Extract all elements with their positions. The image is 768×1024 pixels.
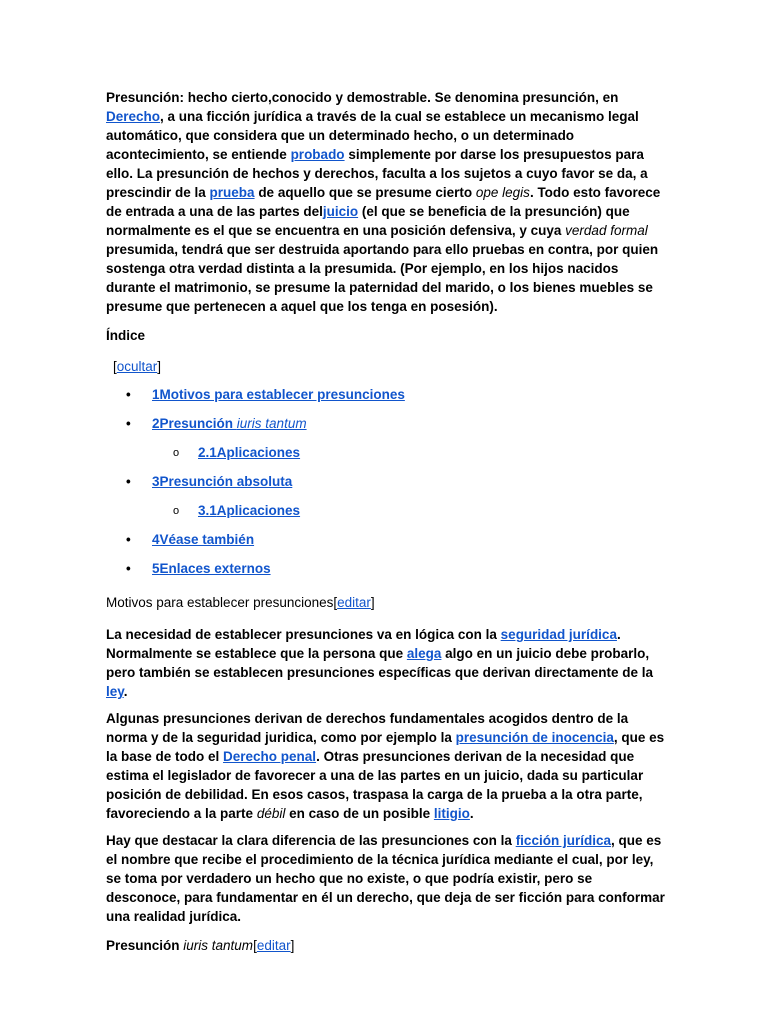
intro-text: simplemente por darse los presupuestos para ello. La presunción de hechos y derechos, faculta a los sujetos a cuyo favor se da, a prescindir de la — [106, 147, 648, 200]
toc-list — [106, 386, 666, 589]
sub-bullet-icon: o — [173, 505, 180, 517]
paragraph-ficcion: Hay que destacar la clara diferencia de las presunciones con la ficción jurídica, que es el nombre que recibe el procedimiento de la técnica jurídica mediante el cual, por ley, se toma por verdadero un hecho que no existe, o que podría existir, pero se desconoce, para fundamentar en él un derecho, que deja de ser ficción para conformar una realidad jurídica. — [106, 833, 665, 924]
paragraph-derechos: Algunas presunciones derivan de derechos fundamentales acogidos dentro de la norma y de la seguridad juridica, como por ejemplo la presunción de inocencia, que es la base de todo el Derecho penal. Otras presunciones derivan de la necesidad que estima el legislador de favorecer a una de las partes en un juicio, dada su particular posición de debilidad. En esos casos, traspasa la carga de la prueba a la otra parte, favoreciendo a la parte débil en caso de un posible litigio. — [106, 711, 665, 821]
toc-title: Índice — [106, 328, 146, 343]
link-ley[interactable]: ley — [106, 684, 124, 699]
intro-text: Presunción: hecho cierto,conocido y demostrable. Se denomina presunción, en — [106, 90, 619, 105]
bracket-open: [ — [253, 938, 257, 953]
bullet-icon: • — [126, 416, 131, 431]
intro-text: de aquello que se presume cierto — [254, 185, 476, 200]
bracket-open: [ — [113, 359, 117, 374]
toc-link-4[interactable]: 4Véase también — [152, 532, 255, 547]
toc-link-3[interactable]: 3Presunción absoluta — [152, 474, 293, 489]
toc-item — [106, 560, 666, 589]
section-heading-iuris-tantum — [106, 936, 666, 955]
bullet-icon: • — [126, 474, 131, 489]
link-seguridad-juridica[interactable]: seguridad jurídica — [500, 627, 617, 642]
edit-link[interactable]: editar — [337, 595, 371, 610]
document-page — [106, 88, 666, 963]
intro-text: . Todo esto favorece de entrada a una de las partes del — [106, 185, 661, 219]
toc-item — [106, 473, 666, 502]
bracket-close: ] — [157, 359, 162, 374]
section-heading-italic: iuris tantum — [183, 938, 254, 953]
toc-item — [106, 444, 666, 473]
section-heading-text: Motivos para establecer presunciones — [106, 595, 334, 610]
link-derecho[interactable]: Derecho — [106, 109, 161, 124]
toc-link-2[interactable]: 2Presunción iuris tantum — [152, 416, 307, 431]
intro-text: presumida, tendrá que ser destruida aportando para ello pruebas en contra, por quien sostenga otra verdad distinta a la presumida. (Por ejemplo, en los hijos nacidos durante el matrimonio, se presume la paternidad del marido, o los bienes muebles se presume que pertenecen a aquel que los tenga en posesión). — [106, 242, 659, 314]
paragraph-seguridad: La necesidad de establecer presunciones va en lógica con la seguridad jurídica. Normalmente se establece que la persona que alega algo en un juicio debe probarlo, pero también se establecen presunciones específicas que derivan directamente de la ley. — [106, 627, 653, 699]
bullet-icon: • — [126, 387, 131, 402]
link-prueba[interactable]: prueba — [209, 185, 255, 200]
section-heading-text: Presunción — [106, 938, 184, 953]
edit-link[interactable]: editar — [256, 938, 291, 953]
intro-text: (el que se beneficia de la presunción) que normalmente es el que se encuentra en una posición defensiva, y cuya — [106, 204, 630, 238]
toc-link-2-1[interactable]: 2.1Aplicaciones — [198, 445, 301, 460]
toc-item — [106, 531, 666, 560]
toc-item — [106, 386, 666, 415]
intro-paragraph — [106, 88, 666, 316]
toc-link-1[interactable]: 1Motivos para establecer presunciones — [152, 387, 405, 402]
link-derecho-penal[interactable]: Derecho penal — [223, 749, 317, 764]
intro-text: , a una ficción jurídica a través de la cual se establece un mecanismo legal automático, que considera que un determinado hecho, o un determinado acontecimiento, se entiende — [106, 109, 639, 162]
bullet-icon: • — [126, 532, 131, 547]
toc-item — [106, 415, 666, 444]
link-presuncion-inocencia[interactable]: presunción de inocencia — [455, 730, 614, 745]
link-ficcion-juridica[interactable]: ficción jurídica — [515, 833, 611, 848]
toc-link-3-1[interactable]: 3.1Aplicaciones — [198, 503, 301, 518]
sub-bullet-icon: o — [173, 447, 180, 459]
bracket-open: [ — [333, 595, 338, 610]
link-juicio[interactable]: juicio — [322, 204, 359, 219]
link-litigio[interactable]: litigio — [433, 806, 470, 821]
section-heading-motivos — [106, 593, 666, 612]
link-alega[interactable]: alega — [406, 646, 442, 661]
link-probado[interactable]: probado — [290, 147, 345, 162]
intro-italic: verdad formal — [565, 223, 648, 238]
bullet-icon: • — [126, 561, 131, 576]
bracket-close: ] — [290, 938, 295, 953]
toc-item — [106, 502, 666, 531]
bracket-close: ] — [370, 595, 375, 610]
intro-italic: ope legis — [475, 185, 530, 200]
toc-link-5[interactable]: 5Enlaces externos — [152, 561, 271, 576]
toc-hide-toggle — [113, 357, 666, 376]
italic-debil: débil — [256, 806, 286, 821]
link-ocultar[interactable]: ocultar — [116, 359, 158, 374]
